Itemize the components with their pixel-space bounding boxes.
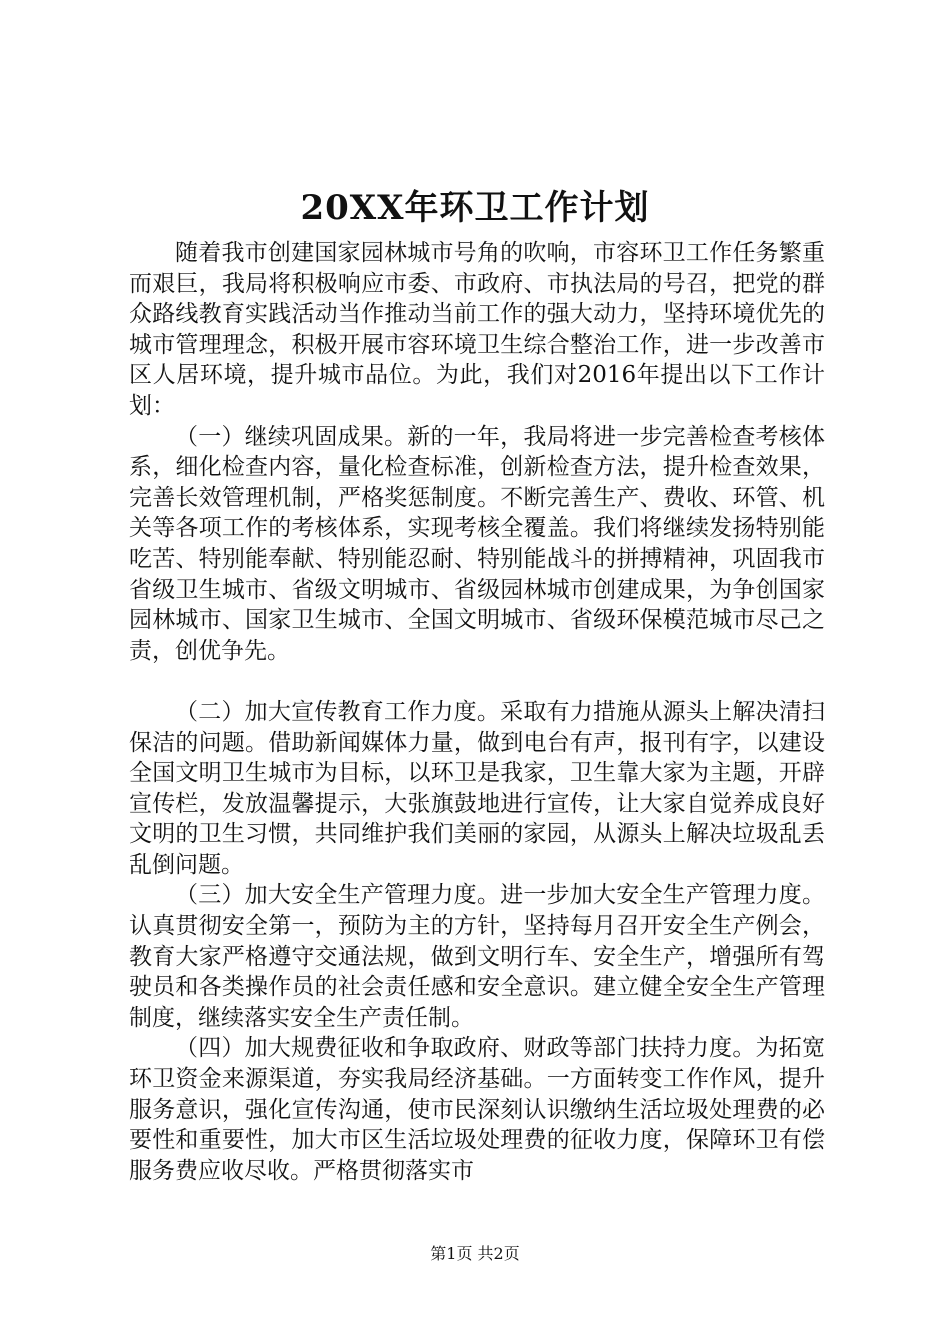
page-footer: 第1页 共2页 (430, 1244, 520, 1263)
paragraph-section-1: （一）继续巩固成果。新的一年，我局将进一步完善检查考核体系，细化检查内容，量化检查标准，创新检查方法，提升检查效果，完善长效管理机制，严格奖惩制度。不断完善生产、费收、环管、机关等各项工作的考核体系，实现考核全覆盖。我们将继续发扬特别能吃苦、特别能奉献、特别能忍耐、特别能战斗的拼搏精神，巩固我市省级卫生城市、省级文明城市、省级园林城市创建成果，为争创国家园林城市、国家卫生城市、全国文明城市、省级环保模范城市尽己之责，创优争先。 (129, 423, 825, 664)
paragraph-section-4: （四）加大规费征收和争取政府、财政等部门扶持力度。为拓宽环卫资金来源渠道，夯实我局经济基础。一方面转变工作作风，提升服务意识，强化宣传沟通，使市民深刻认识缴纳生活垃圾处理费的必要性和重要性，加大市区生活垃圾处理费的征收力度，保障环卫有偿服务费应收尽收。严格贯彻落实市 (129, 1035, 825, 1184)
paragraph-section-2: （二）加大宣传教育工作力度。采取有力措施从源头上解决清扫保洁的问题。借助新闻媒体力量，做到电台有声，报刊有字，以建设全国文明卫生城市为目标，以环卫是我家，卫生靠大家为主题，开辟宣传栏，发放温馨提示，大张旗鼓地进行宣传，让大家自觉养成良好文明的卫生习惯，共同维护我们美丽的家园，从源头上解决垃圾乱丢乱倒问题。 (129, 698, 825, 878)
paragraph-intro: 随着我市创建国家园林城市号角的吹响，市容环卫工作任务繁重而艰巨，我局将积极响应市委、市政府、市执法局的号召，把党的群众路线教育实践活动当作推动当前工作的强大动力，坚持环境优先的城市管理理念，积极开展市容环境卫生综合整治工作，进一步改善市区人居环境，提升城市品位。为此，我们对2016年提出以下工作计划： (129, 240, 825, 419)
paragraph-section-3: （三）加大安全生产管理力度。进一步加大安全生产管理力度。认真贯彻安全第一，预防为主的方针，坚持每月召开安全生产例会，教育大家严格遵守交通法规，做到文明行车、安全生产，增强所有驾驶员和各类操作员的社会责任感和安全意识。建立健全安全生产管理制度，继续落实安全生产责任制。 (129, 882, 825, 1031)
document-title: 20XX年环卫工作计划 (300, 188, 650, 228)
document-body (129, 238, 825, 1186)
